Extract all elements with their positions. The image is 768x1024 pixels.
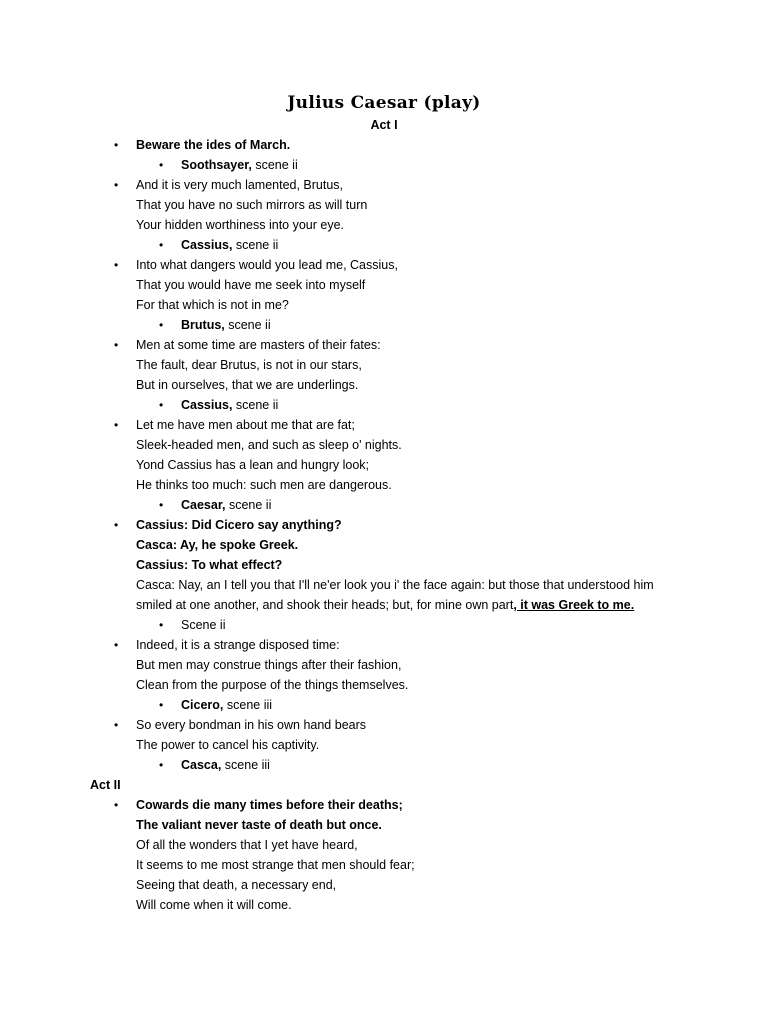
quote-line: Of all the wonders that I yet have heard, <box>136 838 358 852</box>
bullet-icon: • <box>114 638 119 652</box>
quote-line: Your hidden worthiness into your eye. <box>136 218 345 232</box>
scene-label: scene ii <box>225 498 272 512</box>
quote-line: So every bondman in his own hand bears <box>136 718 367 732</box>
quote-line: And it is very much lamented, Brutus, <box>136 178 344 192</box>
attribution <box>181 618 225 632</box>
quote-line: Let me have men about me that are fat; <box>136 418 355 432</box>
quote-line: He thinks too much: such men are dangerous. <box>136 478 392 492</box>
scene-label: scene iii <box>223 698 273 712</box>
bullet-icon: • <box>114 178 119 192</box>
bullet-icon: • <box>159 758 164 772</box>
quote-line: But men may construe things after their fashion, <box>136 658 402 672</box>
scene-label: Scene ii <box>181 618 226 632</box>
quote-line: For that which is not in me? <box>136 298 289 312</box>
bullet-icon: • <box>159 158 164 172</box>
scene-label: scene ii <box>232 398 279 412</box>
attribution <box>181 398 278 412</box>
quote-line: Will come when it will come. <box>136 898 292 912</box>
bullet-icon: • <box>114 258 119 272</box>
quote-line: Men at some time are masters of their fates: <box>136 338 381 352</box>
dialogue-line: Casca: Ay, he spoke Greek. <box>136 538 299 552</box>
quote-line: Beware the ides of March. <box>136 138 291 152</box>
quote-line: The power to cancel his captivity. <box>136 738 320 752</box>
bullet-icon: • <box>159 318 164 332</box>
bullet-icon: • <box>114 798 119 812</box>
quote-line: Cowards die many times before their deaths; <box>136 798 403 812</box>
act-heading-2: Act II <box>90 778 121 792</box>
speaker-name: Cicero, <box>181 698 224 712</box>
scene-label: scene iii <box>221 758 270 772</box>
quote-line: That you have no such mirrors as will turn <box>136 198 368 212</box>
quote-line: That you would have me seek into myself <box>136 278 366 292</box>
act-heading-1: Act I <box>370 118 398 132</box>
quote-line: Indeed, it is a strange disposed time: <box>136 638 340 652</box>
quote-line: The valiant never taste of death but once. <box>136 818 382 832</box>
speaker-name: Casca, <box>181 758 222 772</box>
dialogue-line: Casca: Nay, an I tell you that I'll ne'er look you i' the face again: but those that understood him <box>136 578 654 592</box>
bullet-icon: • <box>114 138 119 152</box>
bullet-icon: • <box>159 498 164 512</box>
attribution <box>181 498 271 512</box>
dialogue-text: smiled at one another, and shook their heads; but, for mine own part, it was Greek to me. <box>136 598 635 612</box>
attribution <box>181 158 298 172</box>
quote-line: Seeing that death, a necessary end, <box>136 878 337 892</box>
bullet-icon: • <box>159 398 164 412</box>
attribution <box>181 238 278 252</box>
speaker-name: Cassius, <box>181 238 233 252</box>
attribution <box>181 318 271 332</box>
underlined-phrase: , it was Greek to me. <box>513 598 635 612</box>
attribution <box>181 758 270 772</box>
page-title: Julius Caesar (play) <box>287 93 481 113</box>
bullet-icon: • <box>159 238 164 252</box>
quote-line: Yond Cassius has a lean and hungry look; <box>136 458 370 472</box>
scene-label: scene ii <box>251 158 298 172</box>
bullet-icon: • <box>159 618 164 632</box>
quote-line: Sleek-headed men, and such as sleep o' nights. <box>136 438 402 452</box>
bullet-icon: • <box>114 518 119 532</box>
quote-line: It seems to me most strange that men should fear; <box>136 858 415 872</box>
quote-line: But in ourselves, that we are underlings. <box>136 378 359 392</box>
bullet-icon: • <box>159 698 164 712</box>
dialogue-line: Cassius: Did Cicero say anything? <box>136 518 342 532</box>
dialogue-line <box>136 598 634 612</box>
speaker-name: Caesar, <box>181 498 226 512</box>
bullet-icon: • <box>114 718 119 732</box>
speaker-name: Cassius, <box>181 398 233 412</box>
quote-line: Into what dangers would you lead me, Cassius, <box>136 258 398 272</box>
speaker-name: Soothsayer, <box>181 158 252 172</box>
scene-label: scene ii <box>224 318 271 332</box>
scene-label: scene ii <box>232 238 279 252</box>
speaker-name: Brutus, <box>181 318 225 332</box>
dialogue-line: Cassius: To what effect? <box>136 558 283 572</box>
attribution <box>181 698 272 712</box>
quote-line: The fault, dear Brutus, is not in our stars, <box>136 358 362 372</box>
bullet-icon: • <box>114 338 119 352</box>
bullet-icon: • <box>114 418 119 432</box>
quote-line: Clean from the purpose of the things themselves. <box>136 678 409 692</box>
